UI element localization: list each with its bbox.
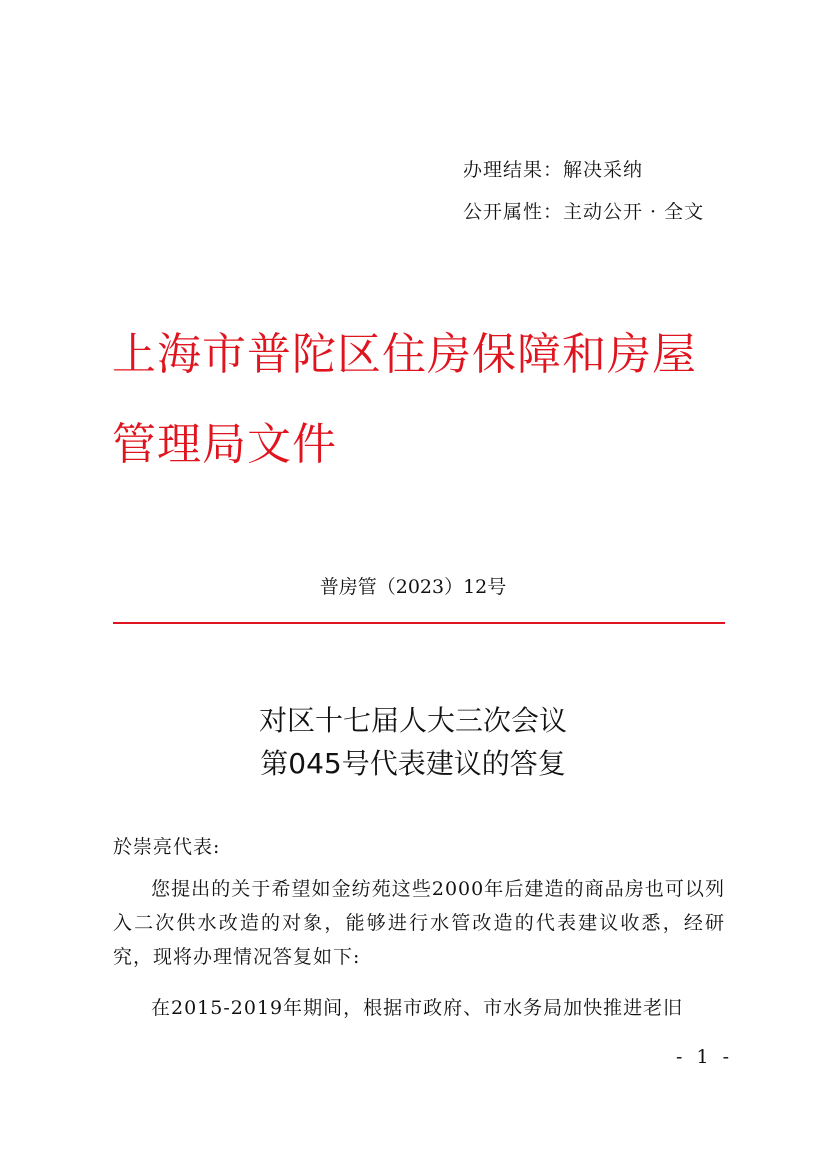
issuing-organization-title: 上海市普陀区住房保障和房屋管理局文件	[112, 329, 697, 470]
disclosure-line: 公开属性：主动公开 · 全文	[463, 201, 705, 223]
body-paragraph-2: 在2015-2019年期间，根据市政府、市水务局加快推进老旧	[151, 997, 684, 1019]
page-number: - 1 -	[676, 1046, 734, 1068]
document-number: 普房管（2023）12号	[319, 576, 507, 598]
body-paragraph-1: 您提出的关于希望如金纺苑这些2000年后建造的商品房也可以列入二次供水改造的对象，能够进行水管改造的代表建议收悉，经研究，现将办理情况答复如下:	[113, 878, 725, 968]
result-line: 办理结果：解决采纳	[463, 159, 644, 181]
reply-title-line-2: 第045号代表建议的答复	[260, 747, 566, 780]
salutation: 於崇亮代表:	[113, 836, 221, 858]
red-separator-line	[113, 622, 725, 624]
reply-title-line-1: 对区十七届人大三次会议	[258, 704, 567, 737]
